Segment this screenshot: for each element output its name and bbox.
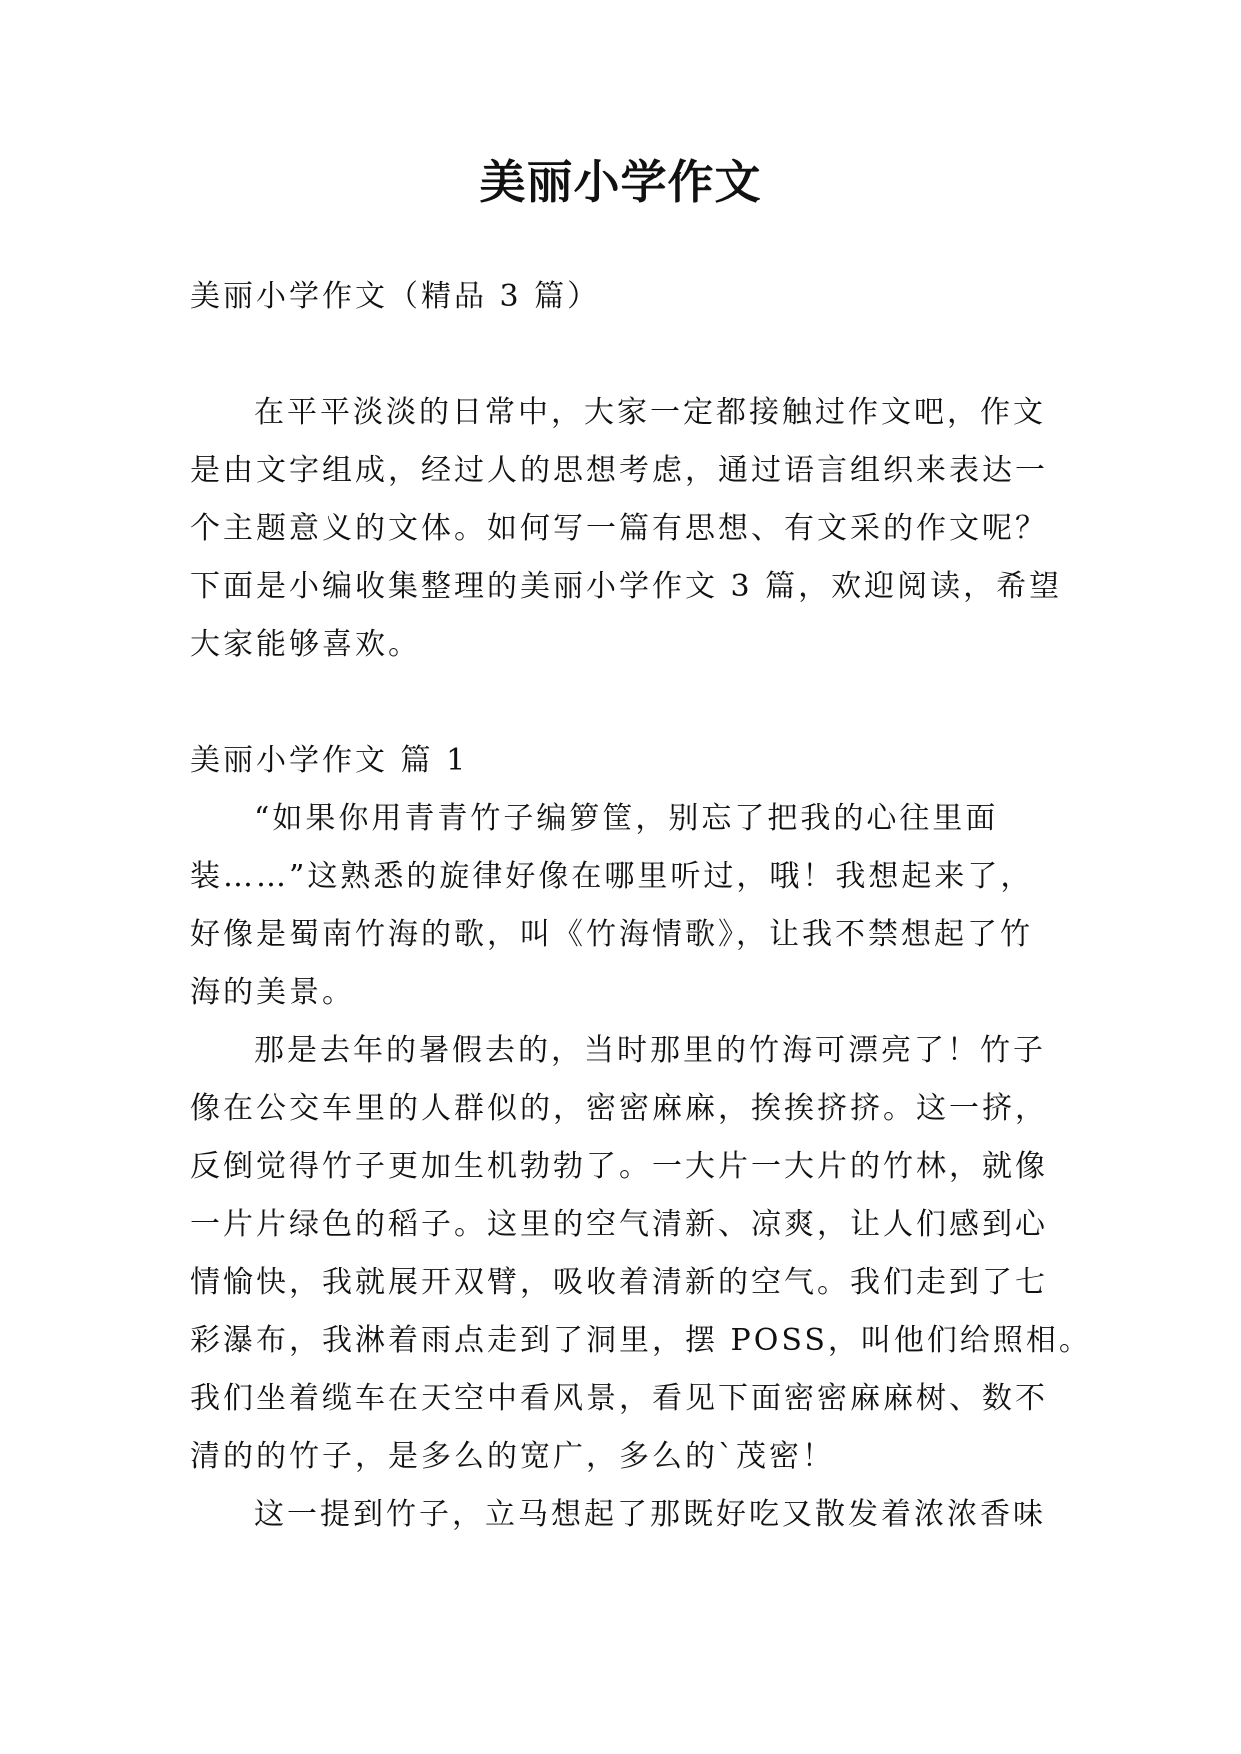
intro-line: 在平平淡淡的日常中，大家一定都接触过作文吧，作文 bbox=[254, 395, 1046, 430]
subtitle-line: 美丽小学作文（精品 3 篇） bbox=[190, 279, 601, 314]
intro-line: 是由文字组成，经过人的思想考虑，通过语言组织来表达一 bbox=[190, 453, 1048, 488]
paragraph-line: 装……”这熟悉的旋律好像在哪里听过，哦！我想起来了， bbox=[190, 859, 1034, 894]
paragraph-line: 好像是蜀南竹海的歌，叫《竹海情歌》，让我不禁想起了竹 bbox=[190, 917, 1033, 952]
paragraph-line: 海的美景。 bbox=[190, 975, 355, 1010]
essay-paragraph-1 bbox=[190, 790, 1080, 1022]
document-subtitle bbox=[190, 268, 1080, 326]
paragraph-line: 那是去年的暑假去的，当时那里的竹海可漂亮了！竹子 bbox=[254, 1033, 1046, 1068]
paragraph-line: 反倒觉得竹子更加生机勃勃了。一大片一大片的竹林，就像 bbox=[190, 1149, 1048, 1184]
paragraph-line: 清的的竹子，是多么的宽广，多么的`茂密！ bbox=[190, 1439, 835, 1474]
paragraph-line: 我们坐着缆车在天空中看风景，看见下面密密麻麻树、数不 bbox=[190, 1381, 1048, 1416]
section-heading-line: 美丽小学作文 篇 1 bbox=[190, 743, 469, 778]
essay-paragraph-2 bbox=[190, 1022, 1092, 1486]
paragraph-line: 彩瀑布，我淋着雨点走到了洞里，摆 POSS，叫他们给照相。 bbox=[190, 1323, 1092, 1358]
paragraph-line: “如果你用青青竹子编箩筐，别忘了把我的心往里面 bbox=[254, 801, 999, 836]
paragraph-line: 情愉快，我就展开双臂，吸收着清新的空气。我们走到了七 bbox=[190, 1265, 1048, 1300]
intro-line: 大家能够喜欢。 bbox=[190, 627, 421, 662]
paragraph-line: 像在公交车里的人群似的，密密麻麻，挨挨挤挤。这一挤， bbox=[190, 1091, 1048, 1126]
essay-paragraph-3 bbox=[190, 1486, 1080, 1544]
intro-paragraph bbox=[190, 384, 1080, 674]
paragraph-line: 这一提到竹子，立马想起了那既好吃又散发着浓浓香味 bbox=[254, 1497, 1046, 1532]
document-content bbox=[190, 268, 1092, 1544]
document-title: 美丽小学作文 bbox=[479, 155, 762, 209]
paragraph-line: 一片片绿色的稻子。这里的空气清新、凉爽，让人们感到心 bbox=[190, 1207, 1048, 1242]
intro-line: 下面是小编收集整理的美丽小学作文 3 篇，欢迎阅读，希望 bbox=[190, 569, 1063, 604]
section-heading bbox=[190, 732, 1080, 790]
intro-line: 个主题意义的文体。如何写一篇有思想、有文采的作文呢？ bbox=[190, 511, 1048, 546]
